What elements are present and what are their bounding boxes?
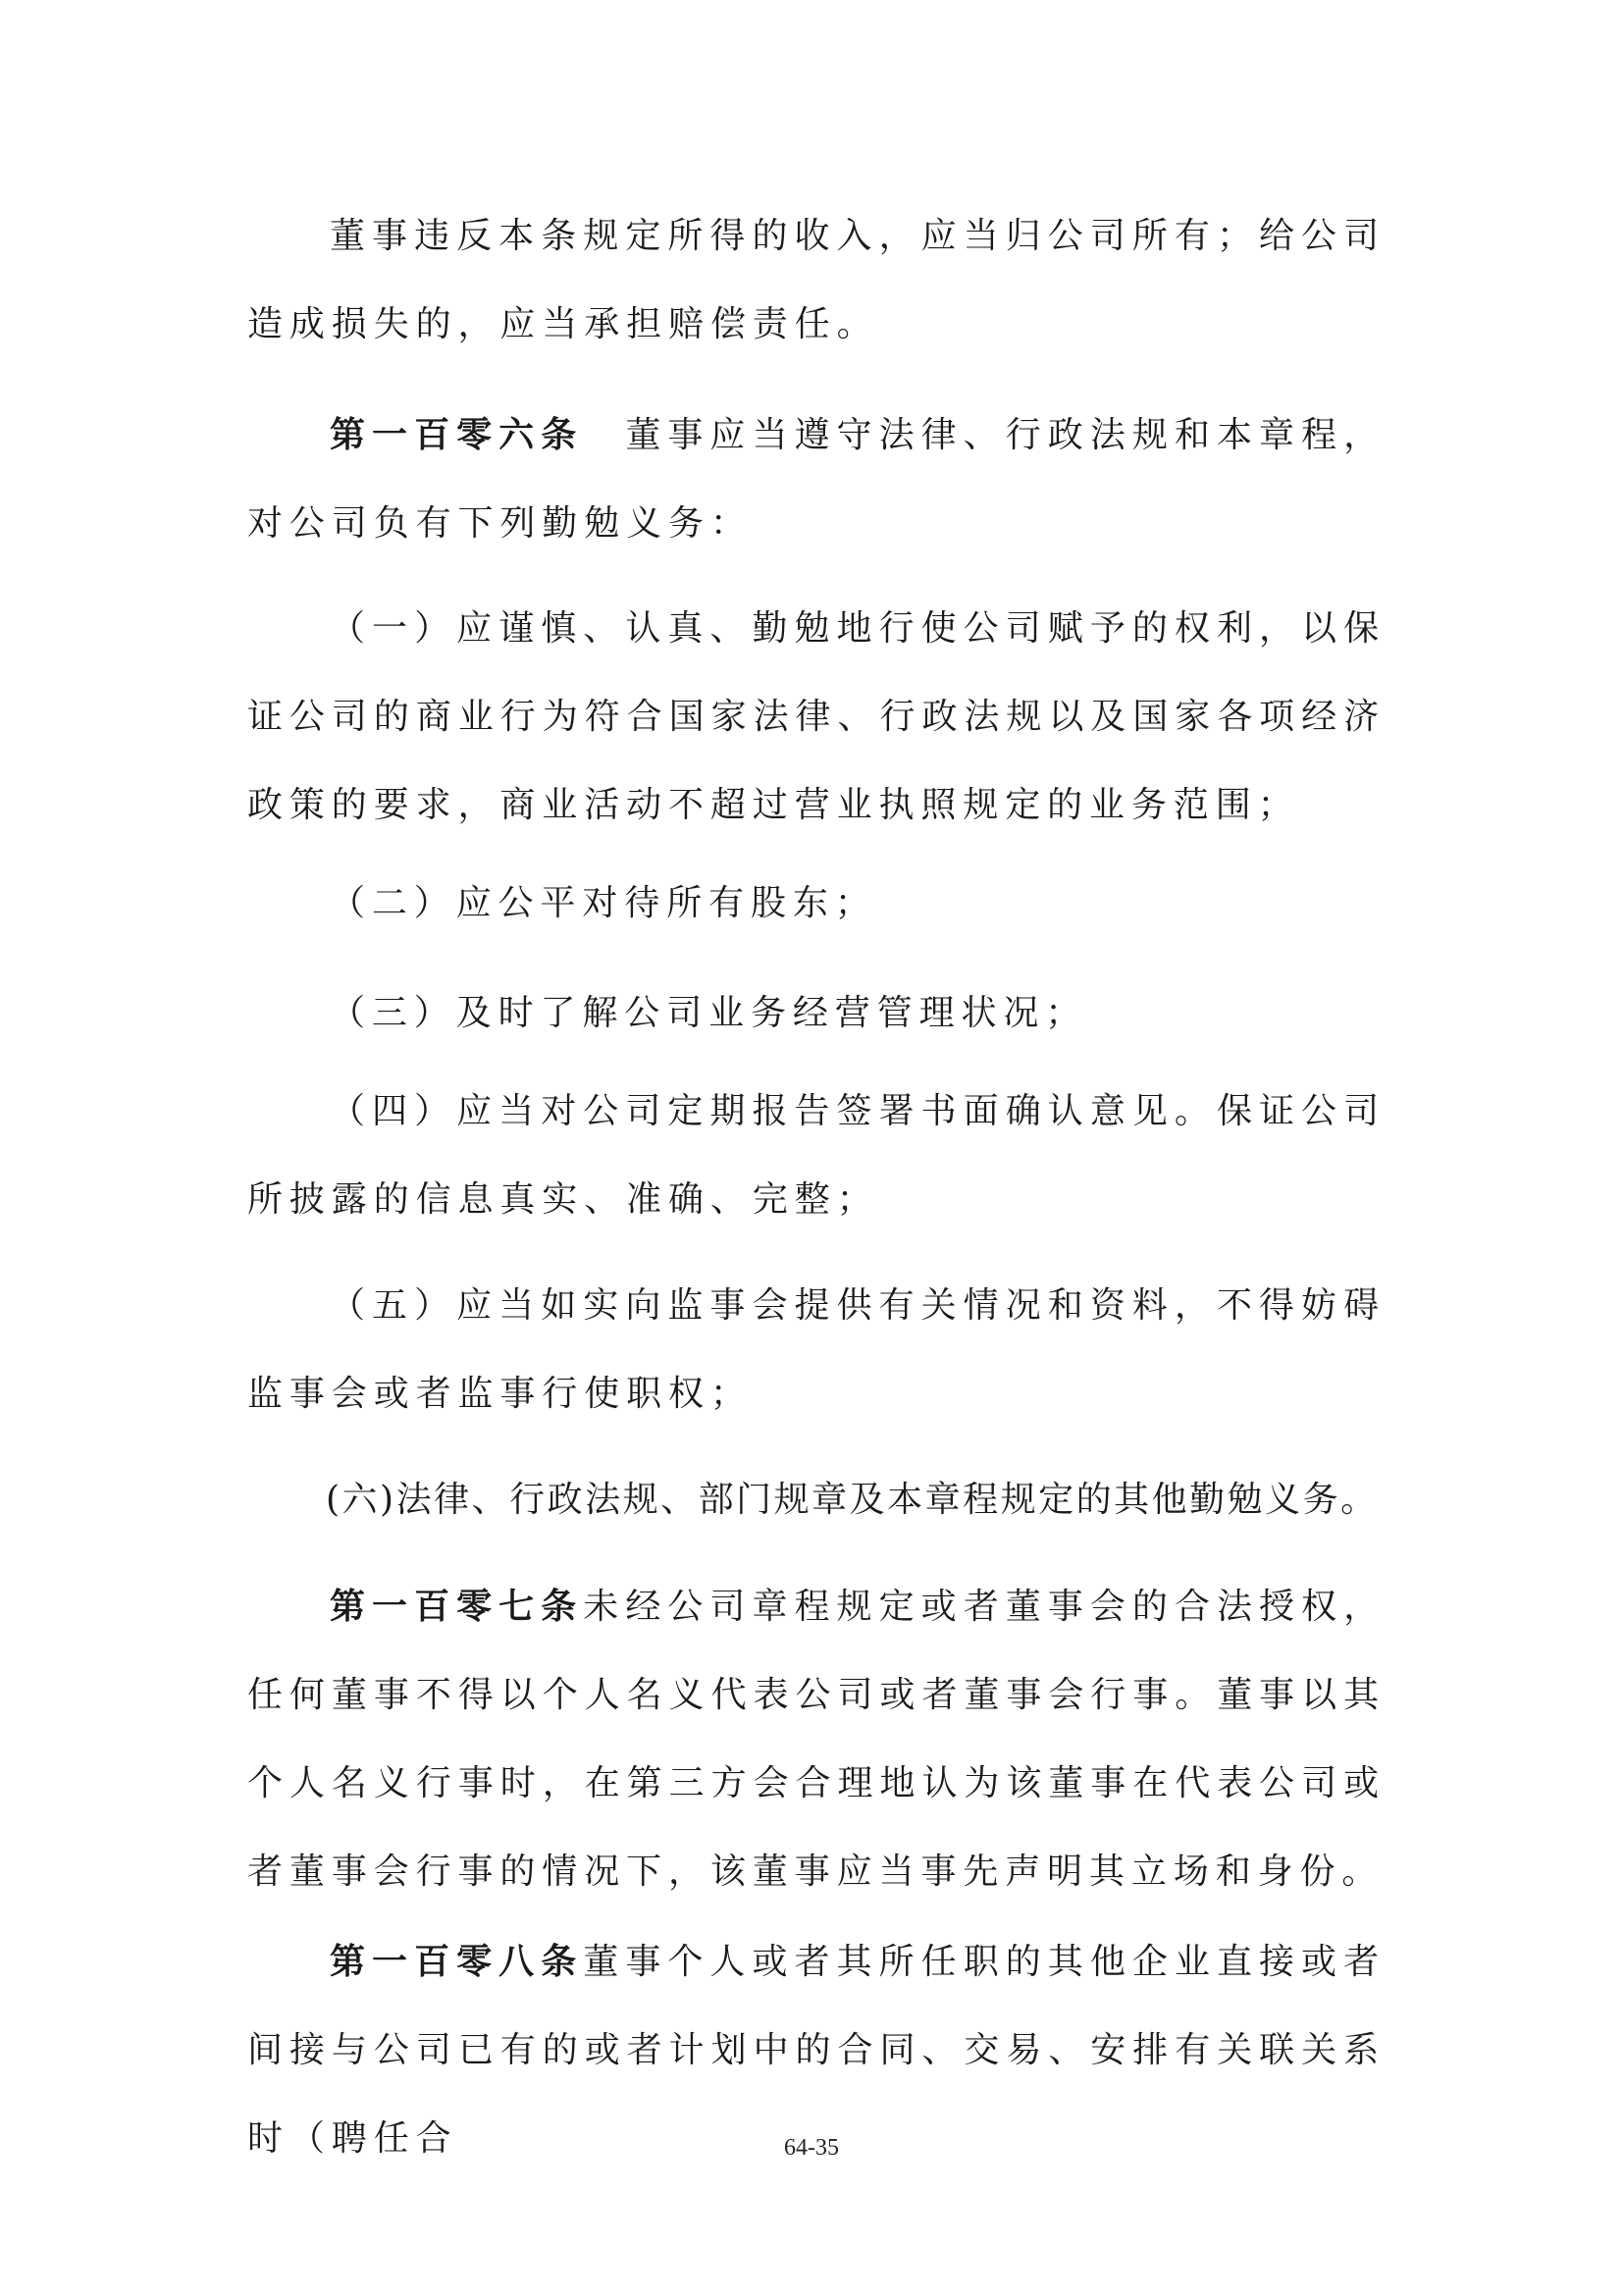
paragraph-text: 董事违反本条规定所得的收入，应当归公司所有；给公司造成损失的，应当承担赔偿责任。 <box>247 216 1386 344</box>
paragraph-text: 董事应当遵守法律、行政法规和本章程，对公司负有下列勤勉义务： <box>247 415 1386 544</box>
paragraph-text: （五）应当如实向监事会提供有关情况和资料，不得妨碍监事会或者监事行使职权； <box>247 1285 1386 1414</box>
article-heading: 第一百零八条 <box>330 1941 584 1982</box>
paragraph-text: （一）应谨慎、认真、勤勉地行使公司赋予的权利，以保证公司的商业行为符合国家法律、行政法规以及国家各项经济政策的要求，商业活动不超过营业执照规定的业务范围； <box>247 608 1386 825</box>
paragraph-text: （二）应公平对待所有股东； <box>330 883 877 923</box>
paragraph-text: 董事个人或者其所任职的其他企业直接或者间接与公司已有的或者计划中的合同、交易、安排有关联关系时（聘任合 <box>247 1942 1386 2159</box>
paragraph-text: （三）及时了解公司业务经营管理状况； <box>330 993 1088 1033</box>
item-5 <box>247 1262 1386 1438</box>
article-107 <box>247 1562 1386 1916</box>
item-3 <box>247 969 1386 1058</box>
paragraph-text: 未经公司章程规定或者董事会的合法授权，任何董事不得以个人名义代表公司或者董事会行事。董事以其个人名义行事时，在第三方会合理地认为该董事在代表公司或者董事会行事的情况下，该董事应当事先声明其立场和身份。 <box>247 1587 1386 1892</box>
article-heading: 第一百零七条 <box>330 1586 584 1627</box>
item-1 <box>247 585 1386 850</box>
item-6 <box>247 1456 1386 1544</box>
article-106 <box>247 391 1386 568</box>
paragraph-text: (六)法律、行政法规、部门规章及本章程规定的其他勤勉义务。 <box>326 1480 1379 1520</box>
item-2 <box>247 860 1386 948</box>
article-heading: 第一百零六条 <box>330 414 584 455</box>
paragraph-compensation <box>247 192 1386 369</box>
paragraph-text: （四）应当对公司定期报告签署书面确认意见。保证公司所披露的信息真实、准确、完整； <box>247 1091 1386 1220</box>
item-4 <box>247 1068 1386 1244</box>
page-number: 64-35 <box>784 2135 839 2161</box>
